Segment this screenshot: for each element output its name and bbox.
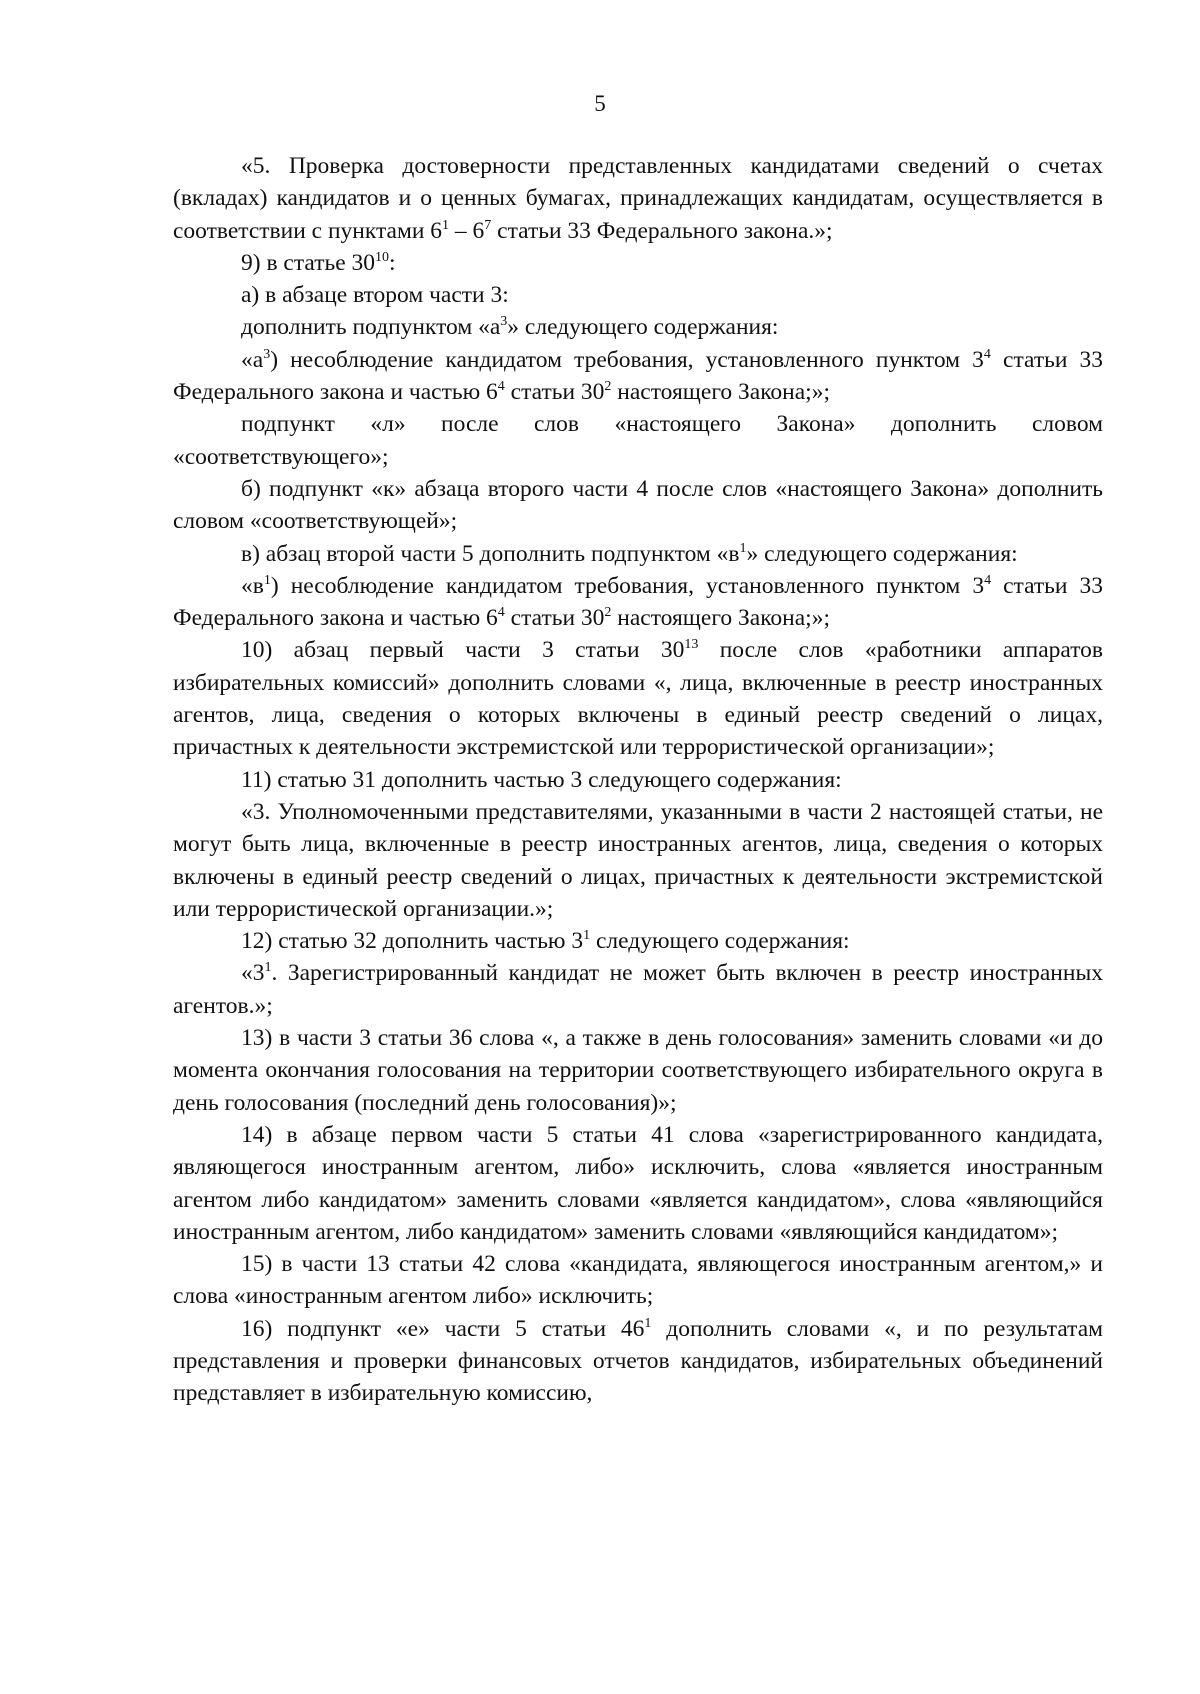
paragraph: б) подпункт «к» абзаца второго части 4 после слов «настоящего Закона» дополнить словом «соответствующей»; [173, 475, 1103, 535]
superscript: 3 [500, 314, 508, 330]
superscript: 1 [739, 540, 747, 556]
superscript: 1 [264, 960, 272, 976]
paragraph: дополнить подпунктом «$а^3$» следующего содержания: [241, 314, 779, 341]
superscript: 13 [684, 637, 699, 653]
paragraph: подпункт «л» после слов «настоящего Закона» дополнить словом «соответствующего»; [173, 411, 1103, 470]
superscript: 1 [442, 217, 450, 233]
paragraph: 12) статью 32 дополнить частью $3^1$ следующего содержания: [241, 928, 850, 955]
paragraph: 13) в части 3 статьи 36 слова «, а также в день голосования» заменить словами «и до момента окончания голосования на территории соответствующего избирательного округа в день голосования (последний день голосования)»; [173, 1025, 1103, 1116]
paragraph: 11) статью 31 дополнить частью 3 следующего содержания: [241, 766, 842, 793]
superscript: 4 [497, 605, 505, 621]
paragraph: «3. Уполномоченными представителями, указанными в части 2 настоящей статьи, не могут быть лица, включенные в реестр иностранных агентов, лица, сведения о которых включены в единый реестр сведений о лицах, причастных к деятельности экстремистской или террористической организации.»; [173, 798, 1103, 922]
paragraph: в) абзац второй части 5 дополнить подпунктом «$в^1$» следующего содержания: [241, 540, 1018, 567]
paragraph: 16) подпункт «е» части 5 статьи $46^1$ дополнить словами «, и по результатам представления и проверки финансовых отчетов кандидатов, избирательных объединений представляет в избирательную комиссию, [173, 1315, 1103, 1407]
paragraph: «5. Проверка достоверности представленных кандидатами сведений о счетах (вкладах) кандидатов и о ценных бумагах, принадлежащих кандидатам, осуществляется в соответствии с пунктами $6^1 - 6^7$ статьи 33 Федерального закона.»; [173, 153, 1103, 244]
paragraph: «$а^3$) несоблюдение кандидатом требования, установленного пунктом $3^4$ статьи 33 Федерального закона и частью $6^4$ статьи $30^2$ настоящего Закона;»; [173, 346, 1104, 406]
superscript: 4 [983, 346, 991, 362]
superscript: 1 [644, 1315, 652, 1331]
superscript: 1 [583, 928, 591, 944]
superscript: 2 [604, 379, 612, 395]
document-body [173, 150, 1103, 1410]
superscript: 4 [984, 573, 992, 589]
page-number: 5 [594, 91, 606, 116]
superscript: 2 [604, 605, 612, 621]
paragraph: «$3^1$. Зарегистрированный кандидат не может быть включен в реестр иностранных агентов.»; [173, 960, 1103, 1019]
superscript: 7 [484, 217, 492, 233]
paragraph: «$в^1$) несоблюдение кандидатом требования, установленного пунктом $3^4$ статьи 33 Федерального закона и частью $6^4$ статьи $30^2$ настоящего Закона;»; [173, 572, 1103, 632]
superscript: 10 [375, 250, 390, 266]
paragraph: 9) в статье $30^{10}$: [241, 249, 396, 276]
superscript: 1 [263, 573, 271, 589]
superscript: 3 [263, 346, 271, 362]
paragraph: 14) в абзаце первом части 5 статьи 41 слова «зарегистрированного кандидата, являющегося иностранным агентом, либо» исключить, слова «является иностранным агентом либо кандидатом» заменить словами «является кандидатом», слова «являющийся иностранным агентом, либо кандидатом» заменить словами «являющийся кандидатом»; [173, 1121, 1103, 1245]
paragraph: 10) абзац первый части 3 статьи $30^{13}$ после слов «работники аппаратов избирательных комиссий» дополнить словами «, лица, включенные в реестр иностранных агентов, лица, сведения о которых включены в единый реестр сведений о лицах, причастных к деятельности экстремистской или террористической организации»; [173, 637, 1104, 761]
paragraph: а) в абзаце втором части 3: [241, 282, 509, 309]
superscript: 4 [497, 379, 505, 395]
paragraph: 15) в части 13 статьи 42 слова «кандидата, являющегося иностранным агентом,» и слова «иностранным агентом либо» исключить; [173, 1251, 1103, 1310]
